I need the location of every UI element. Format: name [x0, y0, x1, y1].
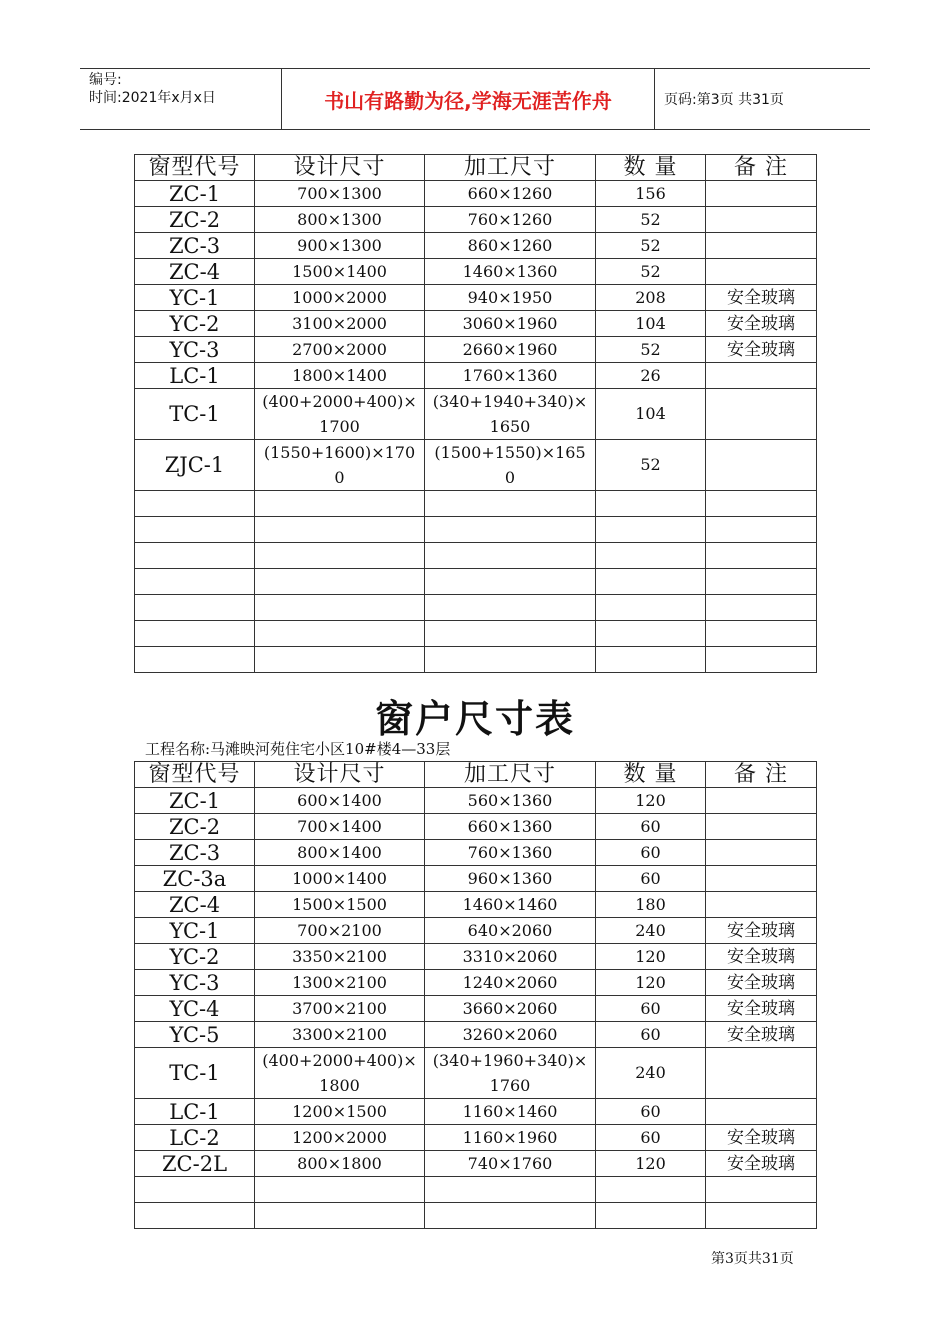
- col-header-code: 窗型代号: [135, 155, 255, 181]
- table-row: [135, 207, 817, 233]
- table-row: [135, 259, 817, 285]
- header-page-label: 页码:第3页 共31页: [664, 92, 784, 108]
- empty-row: [135, 543, 817, 569]
- table-row: [135, 337, 817, 363]
- cell-process-size: (1500+1550)×1650: [425, 440, 596, 491]
- empty-cell: [135, 569, 255, 595]
- cell-quantity: 120: [596, 788, 706, 814]
- table-row: [135, 970, 817, 996]
- cell-process-size: (340+1940+340)×1650: [425, 389, 596, 440]
- empty-cell: [135, 543, 255, 569]
- cell-remark: [706, 892, 817, 918]
- cell-code: ZJC-1: [135, 440, 255, 491]
- cell-design-size: 1500×1400: [255, 259, 425, 285]
- cell-quantity: 180: [596, 892, 706, 918]
- cell-code: ZC-4: [135, 259, 255, 285]
- cell-code: YC-3: [135, 337, 255, 363]
- cell-code: YC-4: [135, 996, 255, 1022]
- empty-cell: [255, 517, 425, 543]
- cell-process-size: 660×1260: [425, 181, 596, 207]
- cell-design-size: 800×1400: [255, 840, 425, 866]
- cell-remark: 安全玻璃: [706, 1125, 817, 1151]
- empty-cell: [425, 517, 596, 543]
- cell-process-size: 660×1360: [425, 814, 596, 840]
- col-header-design-size: 设计尺寸: [255, 762, 425, 788]
- empty-cell: [596, 647, 706, 673]
- empty-cell: [596, 595, 706, 621]
- table-row: [135, 1151, 817, 1177]
- cell-design-size: 700×1300: [255, 181, 425, 207]
- col-header-design-size: 设计尺寸: [255, 155, 425, 181]
- cell-quantity: 120: [596, 944, 706, 970]
- cell-quantity: 52: [596, 259, 706, 285]
- cell-design-size: 1300×2100: [255, 970, 425, 996]
- cell-remark: [706, 363, 817, 389]
- cell-design-size: 1200×2000: [255, 1125, 425, 1151]
- cell-quantity: 120: [596, 970, 706, 996]
- table-row: [135, 440, 817, 491]
- page-title: 窗户尺寸表: [374, 697, 575, 741]
- page-footer: 第3页共31页: [711, 1251, 794, 1267]
- empty-cell: [425, 621, 596, 647]
- empty-cell: [135, 595, 255, 621]
- cell-process-size: 3310×2060: [425, 944, 596, 970]
- empty-cell: [596, 1177, 706, 1203]
- table-row: [135, 944, 817, 970]
- cell-code: LC-1: [135, 1099, 255, 1125]
- table-row: [135, 363, 817, 389]
- cell-quantity: 60: [596, 1125, 706, 1151]
- empty-cell: [255, 569, 425, 595]
- empty-cell: [706, 517, 817, 543]
- cell-quantity: 60: [596, 1022, 706, 1048]
- table-row: [135, 285, 817, 311]
- table-row: [135, 866, 817, 892]
- window-size-table-2: [134, 761, 817, 1229]
- cell-design-size: 3350×2100: [255, 944, 425, 970]
- empty-cell: [706, 1203, 817, 1229]
- cell-quantity: 240: [596, 1048, 706, 1099]
- cell-design-size: 1800×1400: [255, 363, 425, 389]
- empty-cell: [255, 647, 425, 673]
- cell-code: TC-1: [135, 389, 255, 440]
- cell-remark: [706, 814, 817, 840]
- cell-remark: 安全玻璃: [706, 970, 817, 996]
- cell-quantity: 52: [596, 207, 706, 233]
- empty-cell: [425, 595, 596, 621]
- cell-code: ZC-2: [135, 814, 255, 840]
- cell-process-size: 3660×2060: [425, 996, 596, 1022]
- cell-process-size: 1760×1360: [425, 363, 596, 389]
- cell-code: YC-2: [135, 944, 255, 970]
- cell-design-size: 3300×2100: [255, 1022, 425, 1048]
- table-row: [135, 389, 817, 440]
- cell-quantity: 208: [596, 285, 706, 311]
- table-row: [135, 1125, 817, 1151]
- cell-remark: 安全玻璃: [706, 1151, 817, 1177]
- table-row: [135, 181, 817, 207]
- table-row: [135, 918, 817, 944]
- cell-code: TC-1: [135, 1048, 255, 1099]
- cell-quantity: 104: [596, 389, 706, 440]
- cell-process-size: 3060×1960: [425, 311, 596, 337]
- cell-process-size: 760×1360: [425, 840, 596, 866]
- empty-cell: [425, 647, 596, 673]
- col-header-quantity: 数 量: [596, 155, 706, 181]
- cell-code: LC-2: [135, 1125, 255, 1151]
- col-header-process-size: 加工尺寸: [425, 155, 596, 181]
- page-header: [80, 68, 870, 130]
- empty-cell: [706, 621, 817, 647]
- table-row: [135, 788, 817, 814]
- empty-cell: [255, 543, 425, 569]
- empty-cell: [255, 1177, 425, 1203]
- cell-process-size: (340+1960+340)×1760: [425, 1048, 596, 1099]
- empty-cell: [706, 1177, 817, 1203]
- cell-design-size: 1200×1500: [255, 1099, 425, 1125]
- cell-process-size: 1460×1360: [425, 259, 596, 285]
- empty-cell: [706, 595, 817, 621]
- empty-row: [135, 621, 817, 647]
- header-meta: [80, 69, 282, 129]
- cell-quantity: 156: [596, 181, 706, 207]
- table-row: [135, 814, 817, 840]
- empty-cell: [135, 517, 255, 543]
- cell-remark: [706, 1048, 817, 1099]
- cell-process-size: 1240×2060: [425, 970, 596, 996]
- cell-remark: [706, 840, 817, 866]
- cell-remark: [706, 389, 817, 440]
- table-row: [135, 996, 817, 1022]
- cell-process-size: 3260×2060: [425, 1022, 596, 1048]
- cell-process-size: 760×1260: [425, 207, 596, 233]
- cell-quantity: 60: [596, 814, 706, 840]
- empty-row: [135, 517, 817, 543]
- cell-code: ZC-3: [135, 840, 255, 866]
- cell-code: YC-1: [135, 918, 255, 944]
- empty-row: [135, 647, 817, 673]
- cell-remark: [706, 233, 817, 259]
- empty-row: [135, 1177, 817, 1203]
- empty-row: [135, 569, 817, 595]
- col-header-quantity: 数 量: [596, 762, 706, 788]
- table-row: [135, 311, 817, 337]
- empty-cell: [706, 647, 817, 673]
- empty-cell: [596, 621, 706, 647]
- header-motto: 书山有路勤为径,学海无涯苦作舟: [282, 69, 655, 129]
- table-row: [135, 1022, 817, 1048]
- cell-code: YC-5: [135, 1022, 255, 1048]
- cell-design-size: 1000×1400: [255, 866, 425, 892]
- empty-cell: [425, 543, 596, 569]
- empty-cell: [706, 543, 817, 569]
- empty-row: [135, 491, 817, 517]
- cell-design-size: 800×1300: [255, 207, 425, 233]
- cell-remark: [706, 1099, 817, 1125]
- empty-cell: [255, 595, 425, 621]
- empty-cell: [135, 1203, 255, 1229]
- cell-code: ZC-3a: [135, 866, 255, 892]
- cell-design-size: 700×1400: [255, 814, 425, 840]
- cell-code: ZC-1: [135, 181, 255, 207]
- window-size-table-1: [134, 154, 817, 673]
- cell-remark: [706, 181, 817, 207]
- cell-design-size: 3700×2100: [255, 996, 425, 1022]
- cell-design-size: 600×1400: [255, 788, 425, 814]
- empty-cell: [255, 491, 425, 517]
- empty-cell: [596, 491, 706, 517]
- col-header-process-size: 加工尺寸: [425, 762, 596, 788]
- cell-code: YC-2: [135, 311, 255, 337]
- table-row: [135, 840, 817, 866]
- cell-design-size: (1550+1600)×1700: [255, 440, 425, 491]
- cell-remark: [706, 866, 817, 892]
- empty-cell: [255, 1203, 425, 1229]
- cell-code: ZC-2L: [135, 1151, 255, 1177]
- empty-cell: [425, 491, 596, 517]
- cell-quantity: 240: [596, 918, 706, 944]
- empty-cell: [425, 1177, 596, 1203]
- cell-quantity: 52: [596, 337, 706, 363]
- empty-cell: [596, 543, 706, 569]
- empty-cell: [135, 1177, 255, 1203]
- table-row: [135, 1048, 817, 1099]
- cell-quantity: 120: [596, 1151, 706, 1177]
- empty-cell: [596, 1203, 706, 1229]
- table-row: [135, 892, 817, 918]
- cell-code: ZC-2: [135, 207, 255, 233]
- cell-quantity: 60: [596, 840, 706, 866]
- table-row: [135, 233, 817, 259]
- cell-process-size: 960×1360: [425, 866, 596, 892]
- cell-design-size: (400+2000+400)×1800: [255, 1048, 425, 1099]
- empty-cell: [706, 569, 817, 595]
- cell-remark: [706, 207, 817, 233]
- cell-remark: 安全玻璃: [706, 918, 817, 944]
- cell-process-size: 1160×1960: [425, 1125, 596, 1151]
- cell-design-size: 3100×2000: [255, 311, 425, 337]
- cell-remark: 安全玻璃: [706, 311, 817, 337]
- cell-code: YC-3: [135, 970, 255, 996]
- empty-cell: [255, 621, 425, 647]
- table-row: [135, 1099, 817, 1125]
- cell-design-size: 800×1800: [255, 1151, 425, 1177]
- empty-cell: [135, 647, 255, 673]
- cell-process-size: 1160×1460: [425, 1099, 596, 1125]
- cell-process-size: 1460×1460: [425, 892, 596, 918]
- empty-cell: [425, 569, 596, 595]
- empty-row: [135, 595, 817, 621]
- table-header-row: [135, 762, 817, 788]
- table-header-row: [135, 155, 817, 181]
- cell-quantity: 60: [596, 866, 706, 892]
- cell-remark: [706, 259, 817, 285]
- cell-remark: 安全玻璃: [706, 1022, 817, 1048]
- empty-row: [135, 1203, 817, 1229]
- cell-process-size: 860×1260: [425, 233, 596, 259]
- cell-quantity: 104: [596, 311, 706, 337]
- cell-remark: 安全玻璃: [706, 996, 817, 1022]
- cell-code: ZC-1: [135, 788, 255, 814]
- cell-design-size: 1000×2000: [255, 285, 425, 311]
- cell-quantity: 60: [596, 1099, 706, 1125]
- cell-design-size: 2700×2000: [255, 337, 425, 363]
- project-name: 工程名称:马滩映河苑住宅小区10#楼4—33层: [145, 740, 451, 758]
- cell-remark: 安全玻璃: [706, 944, 817, 970]
- cell-process-size: 640×2060: [425, 918, 596, 944]
- empty-cell: [596, 569, 706, 595]
- cell-quantity: 52: [596, 233, 706, 259]
- cell-code: ZC-4: [135, 892, 255, 918]
- cell-process-size: 560×1360: [425, 788, 596, 814]
- col-header-remark: 备 注: [706, 155, 817, 181]
- cell-remark: [706, 788, 817, 814]
- cell-design-size: (400+2000+400)×1700: [255, 389, 425, 440]
- cell-design-size: 900×1300: [255, 233, 425, 259]
- cell-remark: 安全玻璃: [706, 337, 817, 363]
- cell-quantity: 26: [596, 363, 706, 389]
- cell-process-size: 940×1950: [425, 285, 596, 311]
- cell-design-size: 1500×1500: [255, 892, 425, 918]
- cell-process-size: 2660×1960: [425, 337, 596, 363]
- cell-design-size: 700×2100: [255, 918, 425, 944]
- cell-code: ZC-3: [135, 233, 255, 259]
- empty-cell: [135, 491, 255, 517]
- empty-cell: [596, 517, 706, 543]
- number-label: 编号:: [89, 72, 122, 88]
- empty-cell: [425, 1203, 596, 1229]
- empty-cell: [706, 491, 817, 517]
- cell-code: LC-1: [135, 363, 255, 389]
- cell-quantity: 52: [596, 440, 706, 491]
- cell-remark: 安全玻璃: [706, 285, 817, 311]
- col-header-remark: 备 注: [706, 762, 817, 788]
- cell-quantity: 60: [596, 996, 706, 1022]
- col-header-code: 窗型代号: [135, 762, 255, 788]
- cell-process-size: 740×1760: [425, 1151, 596, 1177]
- cell-remark: [706, 440, 817, 491]
- cell-code: YC-1: [135, 285, 255, 311]
- time-label: 时间:2021年x月x日: [89, 90, 216, 106]
- empty-cell: [135, 621, 255, 647]
